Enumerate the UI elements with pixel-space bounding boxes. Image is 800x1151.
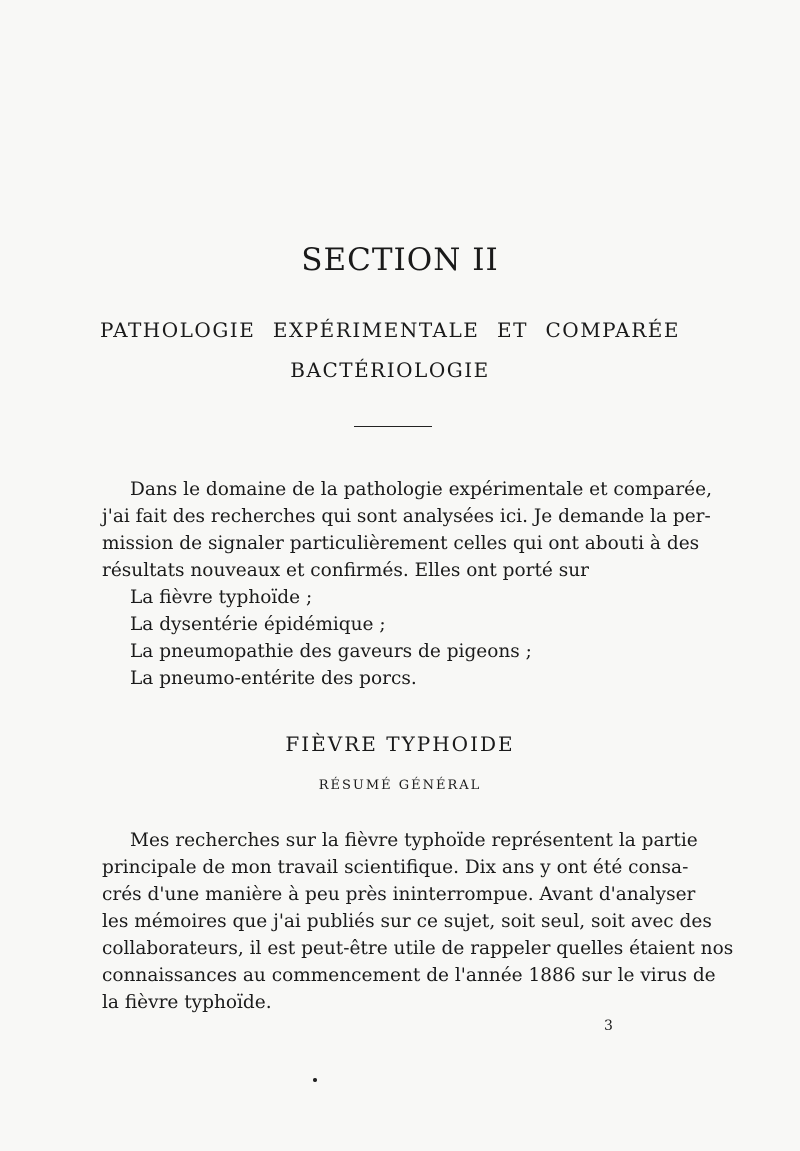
- section-subtitle-line2: BACTÉRIOLOGIE: [290, 358, 490, 382]
- intro-line: mission de signaler particulièrement celles qui ont abouti à des: [102, 533, 700, 554]
- section-subtitle-line1: PATHOLOGIE EXPÉRIMENTALE ET COMPARÉE: [100, 318, 680, 342]
- chapter-line: les mémoires que j'ai publiés sur ce sujet, soit seul, soit avec des: [102, 911, 712, 932]
- chapter-paragraph: [102, 827, 734, 1016]
- chapter-subtitle: RÉSUMÉ GÉNÉRAL: [318, 778, 482, 793]
- intro-line: j'ai fait des recherches qui sont analysées ici. Je demande la per-: [102, 506, 711, 527]
- ink-dot: [313, 1078, 317, 1082]
- section-title: SECTION II: [301, 242, 499, 278]
- divider-rule: [354, 426, 432, 427]
- chapter-line: crés d'une manière à peu près ininterrompue. Avant d'analyser: [102, 884, 696, 905]
- topic-item: La fièvre typhoïde ;: [130, 587, 313, 608]
- intro-line: résultats nouveaux et confirmés. Elles ont porté sur: [102, 560, 589, 581]
- chapter-line: collaborateurs, il est peut-être utile de rappeler quelles étaient nos: [102, 938, 734, 959]
- topic-item: La pneumopathie des gaveurs de pigeons ;: [130, 641, 532, 662]
- chapter-title: FIÈVRE TYPHOIDE: [285, 732, 515, 756]
- intro-line: Dans le domaine de la pathologie expérimentale et comparée,: [130, 479, 712, 500]
- topic-item: La dysentérie épidémique ;: [130, 614, 386, 635]
- chapter-line: la fièvre typhoïde.: [102, 992, 272, 1013]
- intro-paragraph: [102, 476, 712, 584]
- topic-item: La pneumo-entérite des porcs.: [130, 668, 417, 689]
- page-number: 3: [604, 1018, 613, 1034]
- topic-list: [130, 584, 630, 692]
- chapter-line: Mes recherches sur la fièvre typhoïde représentent la partie: [130, 830, 698, 851]
- chapter-line: connaissances au commencement de l'année 1886 sur le virus de: [102, 965, 716, 986]
- chapter-line: principale de mon travail scientifique. Dix ans y ont été consa-: [102, 857, 689, 878]
